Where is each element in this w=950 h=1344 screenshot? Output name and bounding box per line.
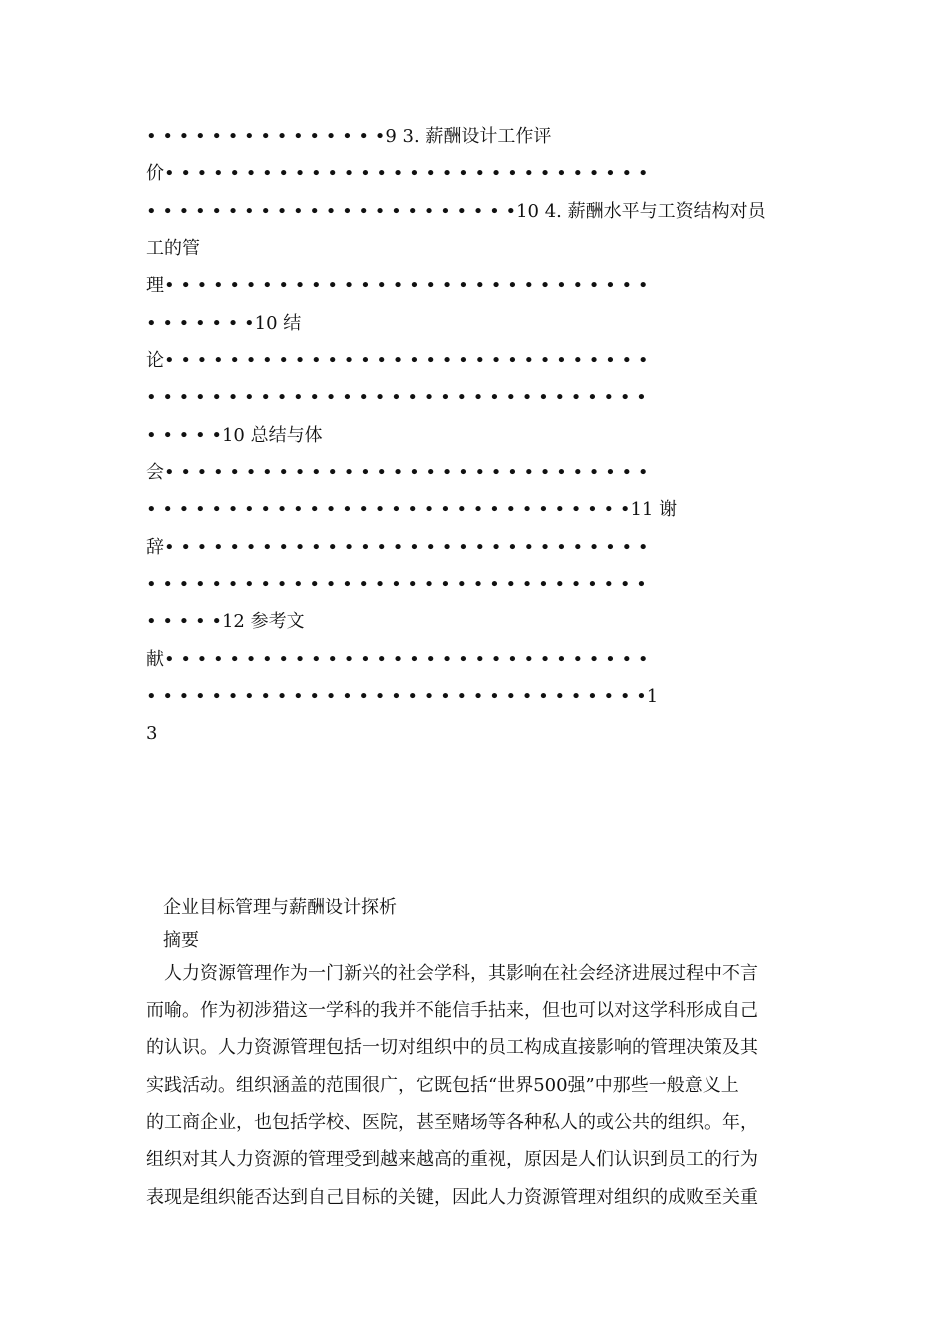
toc-line: 工的管 [146,238,200,259]
abstract-line: 实践活动。组织涵盖的范围很广，它既包括“世界500强”中那些一般意义上 [146,1075,739,1096]
abstract-line: 的工商企业，也包括学校、医院，甚至赌场等各种私人的或公共的组织。年， [146,1112,758,1133]
toc-line: 献• • • • • • • • • • • • • • • • • • • • • • • • • • • • • • [146,649,649,670]
abstract-line: 表现是组织能否达到自己目标的关键，因此人力资源管理对组织的成败至关重 [146,1187,758,1208]
toc-line: • • • • • • •10 结 [146,313,302,334]
toc-line: • • • • • • • • • • • • • • • • • • • • • • • • • • • • • • • [146,387,647,408]
abstract-line: 而喻。作为初涉猎这一学科的我并不能信手拈来，但也可以对这学科形成自己 [146,1000,758,1021]
toc-line: • • • • •10 总结与体 [146,425,323,446]
toc-line: • • • • • • • • • • • • • • • • • • • • • • • • • • • • • •11 谢 [146,499,678,520]
abstract-line: 人力资源管理作为一门新兴的社会学科，其影响在社会经济进展过程中不言 [146,963,758,984]
toc-line: 论• • • • • • • • • • • • • • • • • • • • • • • • • • • • • • [146,350,649,371]
toc-line: • • • • • • • • • • • • • • • • • • • • • • • • • • • • • • •1 [146,686,659,707]
article-title: 企业目标管理与薪酬设计探析 [163,897,397,918]
abstract-line: 组织对其人力资源的管理受到越来越高的重视，原因是人们认识到员工的行为 [146,1149,758,1170]
toc-line: • • • • • • • • • • • • • • • • • • • • • • •10 4. 薪酬水平与工资结构对员 [146,201,766,222]
abstract-heading: 摘要 [163,930,199,951]
toc-line: 会• • • • • • • • • • • • • • • • • • • • • • • • • • • • • • [146,462,649,483]
toc-line: 辞• • • • • • • • • • • • • • • • • • • • • • • • • • • • • • [146,537,649,558]
toc-line: • • • • • • • • • • • • • • •9 3. 薪酬设计工作评 [146,126,552,147]
toc-line: 3 [146,723,158,744]
abstract-line: 的认识。人力资源管理包括一切对组织中的员工构成直接影响的管理决策及其 [146,1037,758,1058]
toc-line: • • • • • • • • • • • • • • • • • • • • • • • • • • • • • • • [146,574,647,595]
toc-line: 价• • • • • • • • • • • • • • • • • • • • • • • • • • • • • • [146,163,649,184]
toc-line: • • • • •12 参考文 [146,611,305,632]
toc-line: 理• • • • • • • • • • • • • • • • • • • • • • • • • • • • • • [146,275,649,296]
